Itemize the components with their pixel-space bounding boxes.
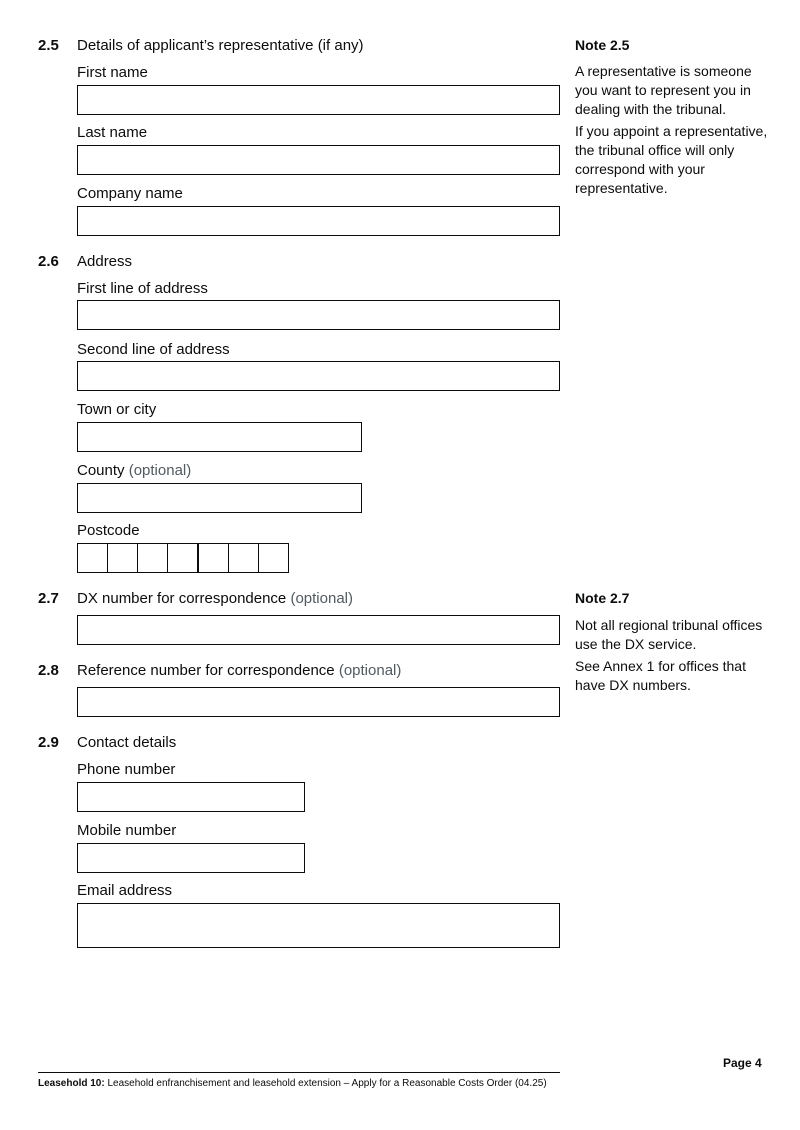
email-field[interactable] bbox=[77, 903, 560, 948]
section-title: Details of applicant’s representative (if any) bbox=[77, 37, 364, 54]
footer-divider bbox=[38, 1072, 560, 1073]
last-name-label: Last name bbox=[77, 124, 148, 141]
section-number: 2.5 bbox=[38, 37, 59, 54]
postcode-label: Postcode bbox=[77, 522, 140, 539]
reference-number-label: Reference number for correspondence bbox=[77, 662, 335, 679]
note-2-7-text-2: See Annex 1 for offices that have DX numbers. bbox=[575, 658, 746, 693]
dx-number-field[interactable] bbox=[77, 615, 560, 645]
section-number: 2.9 bbox=[38, 734, 59, 751]
optional-tag: (optional) bbox=[338, 662, 402, 679]
postcode-char-cell[interactable] bbox=[258, 543, 289, 573]
section-title: Address bbox=[77, 253, 133, 270]
page-number: Page 4 bbox=[723, 1056, 762, 1070]
form-code: Leasehold 10: bbox=[38, 1078, 105, 1089]
address-line2-label: Second line of address bbox=[77, 341, 230, 358]
county-field[interactable] bbox=[77, 483, 362, 513]
postcode-char-cell[interactable] bbox=[137, 543, 168, 573]
section-number: 2.6 bbox=[38, 253, 59, 270]
first-name-label: First name bbox=[77, 64, 148, 81]
postcode-char-cell[interactable] bbox=[167, 543, 198, 573]
note-2-5-title: Note 2.5 bbox=[575, 37, 630, 53]
section-number: 2.8 bbox=[38, 662, 59, 679]
county-label bbox=[77, 462, 191, 479]
first-name-field[interactable] bbox=[77, 85, 560, 115]
town-field[interactable] bbox=[77, 422, 362, 452]
postcode-char-cell[interactable] bbox=[198, 543, 229, 573]
address-line2-field[interactable] bbox=[77, 361, 560, 391]
optional-tag: (optional) bbox=[128, 462, 192, 479]
section-title bbox=[77, 662, 401, 679]
county-label-text: County bbox=[77, 462, 125, 479]
phone-field[interactable] bbox=[77, 782, 305, 812]
footer-text bbox=[38, 1078, 547, 1089]
form-title: Leasehold enfranchisement and leasehold extension – Apply for a Reasonable Costs Order (04.25) bbox=[107, 1078, 547, 1089]
email-label: Email address bbox=[77, 882, 173, 899]
address-line1-label: First line of address bbox=[77, 280, 208, 297]
section-title: Contact details bbox=[77, 734, 177, 751]
note-2-7-title: Note 2.7 bbox=[575, 590, 630, 606]
town-label: Town or city bbox=[77, 401, 157, 418]
mobile-label: Mobile number bbox=[77, 822, 177, 839]
postcode-char-cell[interactable] bbox=[107, 543, 138, 573]
postcode-char-cell[interactable] bbox=[228, 543, 259, 573]
note-2-5-text: A representative is someone you want to represent you in dealing with the tribunal. bbox=[575, 63, 752, 117]
address-line1-field[interactable] bbox=[77, 300, 560, 330]
note-2-7-text: Not all regional tribunal offices use the DX service. bbox=[575, 617, 763, 652]
section-number: 2.7 bbox=[38, 590, 59, 607]
company-name-field[interactable] bbox=[77, 206, 560, 236]
optional-tag: (optional) bbox=[290, 590, 353, 607]
postcode-char-cell[interactable] bbox=[77, 543, 108, 573]
note-2-5-text-2: If you appoint a representative, the tribunal office will only correspond with your representative. bbox=[575, 123, 768, 196]
dx-number-label: DX number for correspondence bbox=[77, 590, 287, 607]
last-name-field[interactable] bbox=[77, 145, 560, 175]
reference-number-field[interactable] bbox=[77, 687, 560, 717]
mobile-field[interactable] bbox=[77, 843, 305, 873]
phone-label: Phone number bbox=[77, 761, 176, 778]
company-name-label: Company name bbox=[77, 185, 183, 202]
section-title bbox=[77, 590, 353, 607]
